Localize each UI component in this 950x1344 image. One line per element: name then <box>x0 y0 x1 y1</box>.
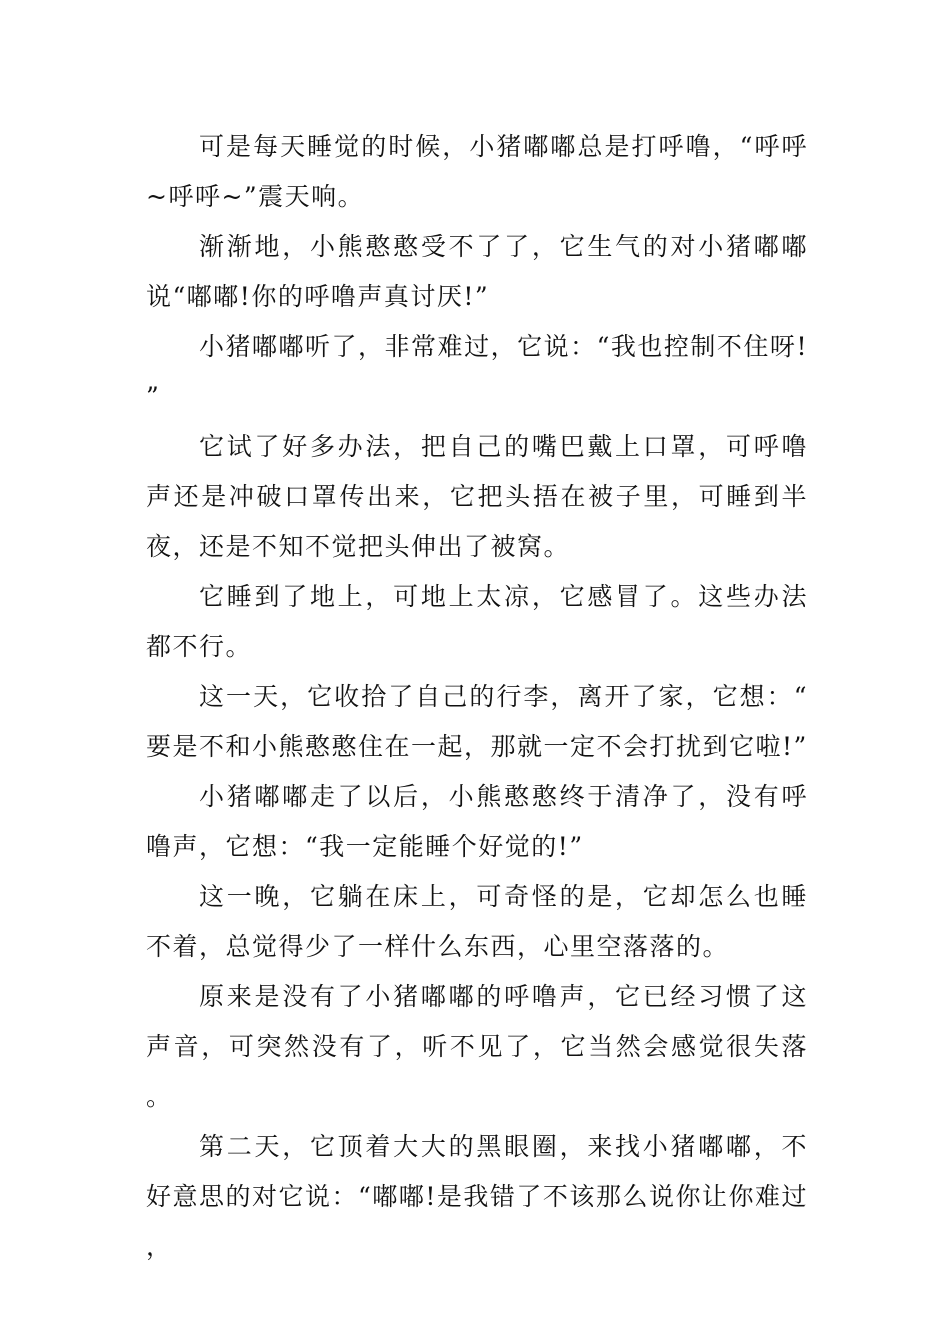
paragraph-2: 渐渐地，小熊憨憨受不了了，它生气的对小猪嘟嘟说“嘟嘟!你的呼噜声真讨厌!” <box>146 232 808 311</box>
paragraph-9: 原来是没有了小猪嘟嘟的呼噜声，它已经习惯了这声音，可突然没有了，听不见了，它当然会感觉很失落。 <box>146 982 808 1111</box>
paragraph-6: 这一天，它收拾了自己的行李，离开了家，它想：“要是不和小熊憨憨住在一起，那就一定不会打扰到它啦!” <box>146 682 808 761</box>
story-text <box>146 122 808 1272</box>
paragraph-8: 这一晚，它躺在床上，可奇怪的是，它却怎么也睡不着，总觉得少了一样什么东西，心里空落落的。 <box>146 882 808 961</box>
paragraph-5: 它睡到了地上，可地上太凉，它感冒了。这些办法都不行。 <box>146 582 808 661</box>
paragraph-1: 可是每天睡觉的时候，小猪嘟嘟总是打呼噜，“呼呼~呼呼~”震天响。 <box>146 132 808 211</box>
paragraph-4: 它试了好多办法，把自己的嘴巴戴上口罩，可呼噜声还是冲破口罩传出来，它把头捂在被子里，可睡到半夜，还是不知不觉把头伸出了被窝。 <box>146 432 808 561</box>
paragraph-7: 小猪嘟嘟走了以后，小熊憨憨终于清净了，没有呼噜声，它想：“我一定能睡个好觉的!” <box>146 782 808 861</box>
paragraph-10: 第二天，它顶着大大的黑眼圈，来找小猪嘟嘟，不好意思的对它说：“嘟嘟!是我错了不该那么说你让你难过， <box>146 1132 808 1261</box>
paragraph-3: 小猪嘟嘟听了，非常难过，它说：“我也控制不住呀!” <box>146 332 808 411</box>
